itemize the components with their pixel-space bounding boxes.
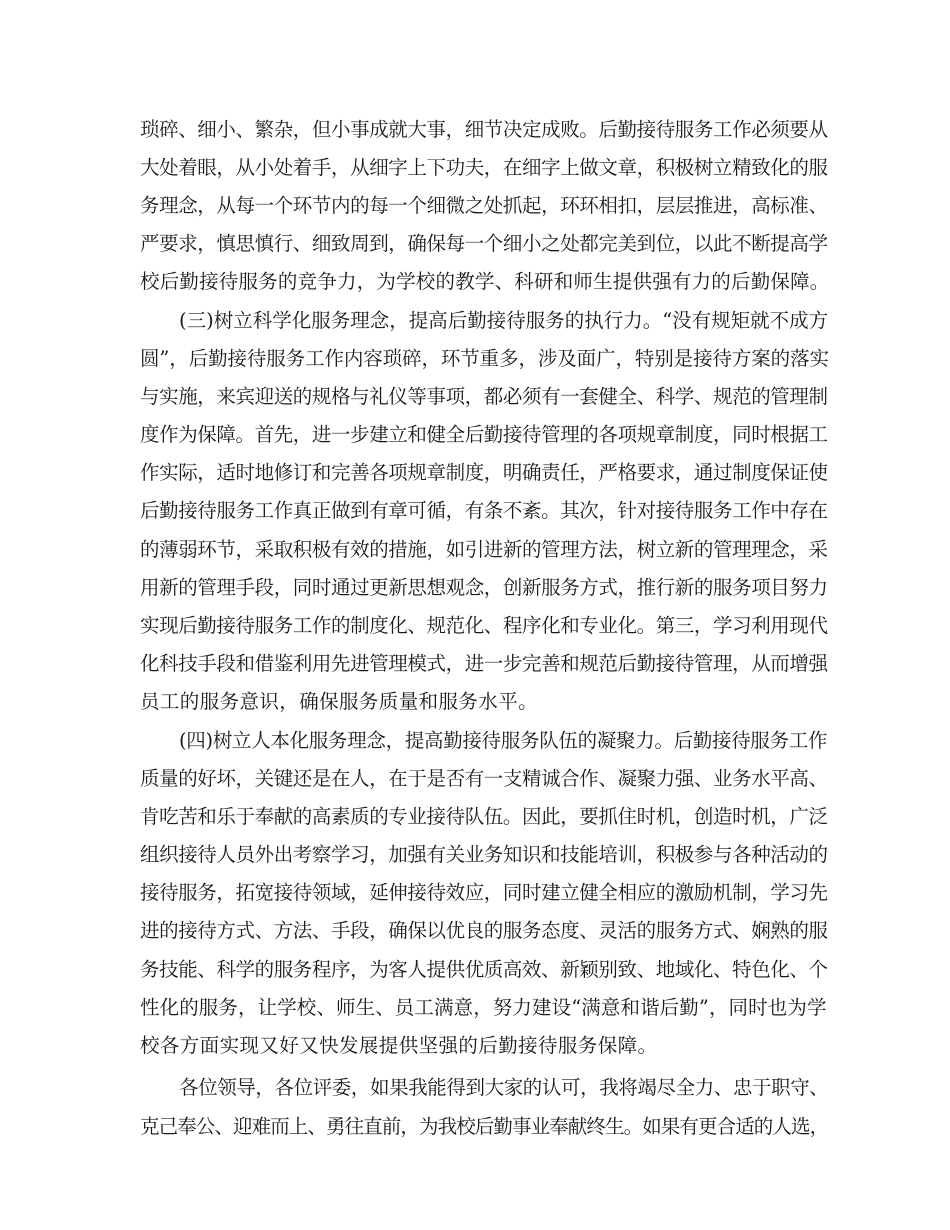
text-line: 质量的好坏，关键还是在人，在于是否有一支精诚合作、凝聚力强、业务水平高、 (140, 767, 828, 790)
text-line: 度作为保障。首先，进一步建立和健全后勤接待管理的各项规章制度，同时根据工 (140, 423, 828, 446)
text-line: 务技能、科学的服务程序，为客人提供优质高效、新颖别致、地域化、特色化、个 (140, 958, 828, 981)
paragraph-start-line: 各位领导，各位评委，如果我能得到大家的认可，我将竭尽全力、忠于职守、 (179, 1076, 829, 1099)
text-line: 务理念，从每一个环节内的每一个细微之处抓起，环环相扣，层层推进，高标准、 (140, 194, 828, 217)
text-line: 员工的服务意识，确保服务质量和服务水平。 (140, 690, 539, 713)
text-line: 肯吃苦和乐于奉献的高素质的专业接待队伍。因此，要抓住时机，创造时机，广泛 (140, 805, 828, 828)
text-line: 大处着眼，从小处着手，从细字上下功夫，在细字上做文章，积极树立精致化的服 (140, 156, 828, 179)
text-line: 克己奉公、迎难而上、勇往直前，为我校后勤事业奉献终生。如果有更合适的人选， (140, 1115, 829, 1138)
text-line: 进的接待方式、方法、手段，确保以优良的服务态度、灵活的服务方式、娴熟的服 (140, 919, 828, 942)
text-line: 组织接待人员外出考察学习，加强有关业务知识和技能培训，积极参与各种活动的 (140, 843, 828, 866)
paragraph-start-line: (三)树立科学化服务理念，提高后勤接待服务的执行力。“没有规矩就不成方 (179, 309, 829, 332)
text-line: 校各方面实现又好又快发展提供坚强的后勤接待服务保障。 (140, 1034, 658, 1057)
text-line: 后勤接待服务工作真正做到有章可循，有条不紊。其次，针对接待服务工作中存在 (140, 499, 828, 522)
text-line: 琐碎、细小、繁杂，但小事成就大事，细节决定成败。后勤接待服务工作必须要从 (140, 118, 828, 141)
text-line: 用新的管理手段，同时通过更新思想观念，创新服务方式，推行新的服务项目努力 (140, 576, 828, 599)
text-line: 圆”，后勤接待服务工作内容琐碎，环节重多，涉及面广，特别是接待方案的落实 (140, 347, 829, 370)
paragraph-start-line: (四)树立人本化服务理念，提高勤接待服务队伍的凝聚力。后勤接待服务工作 (179, 729, 828, 752)
text-line: 作实际，适时地修订和完善各项规章制度，明确责任，严格要求，通过制度保证使 (140, 461, 828, 484)
text-line: 与实施，来宾迎送的规格与礼仪等事项，都必须有一套健全、科学、规范的管理制 (140, 385, 828, 408)
text-line: 化科技手段和借鉴利用先进管理模式，进一步完善和规范后勤接待管理，从而增强 (140, 652, 828, 675)
text-line: 的薄弱环节，采取积极有效的措施，如引进新的管理方法，树立新的管理理念，采 (140, 538, 828, 561)
text-line: 接待服务，拓宽接待领域，延伸接待效应，同时建立健全相应的激励机制，学习先 (140, 881, 828, 904)
text-line: 校后勤接待服务的竞争力，为学校的教学、科研和师生提供强有力的后勤保障。 (140, 270, 830, 293)
text-line: 实现后勤接待服务工作的制度化、规范化、程序化和专业化。第三，学习利用现代 (140, 614, 828, 637)
text-line: 严要求，慎思慎行、细致周到，确保每一个细小之处都完美到位，以此不断提高学 (140, 232, 828, 255)
text-line: 性化的服务，让学校、师生、员工满意，努力建设“满意和谐后勤”，同时也为学 (140, 996, 827, 1019)
